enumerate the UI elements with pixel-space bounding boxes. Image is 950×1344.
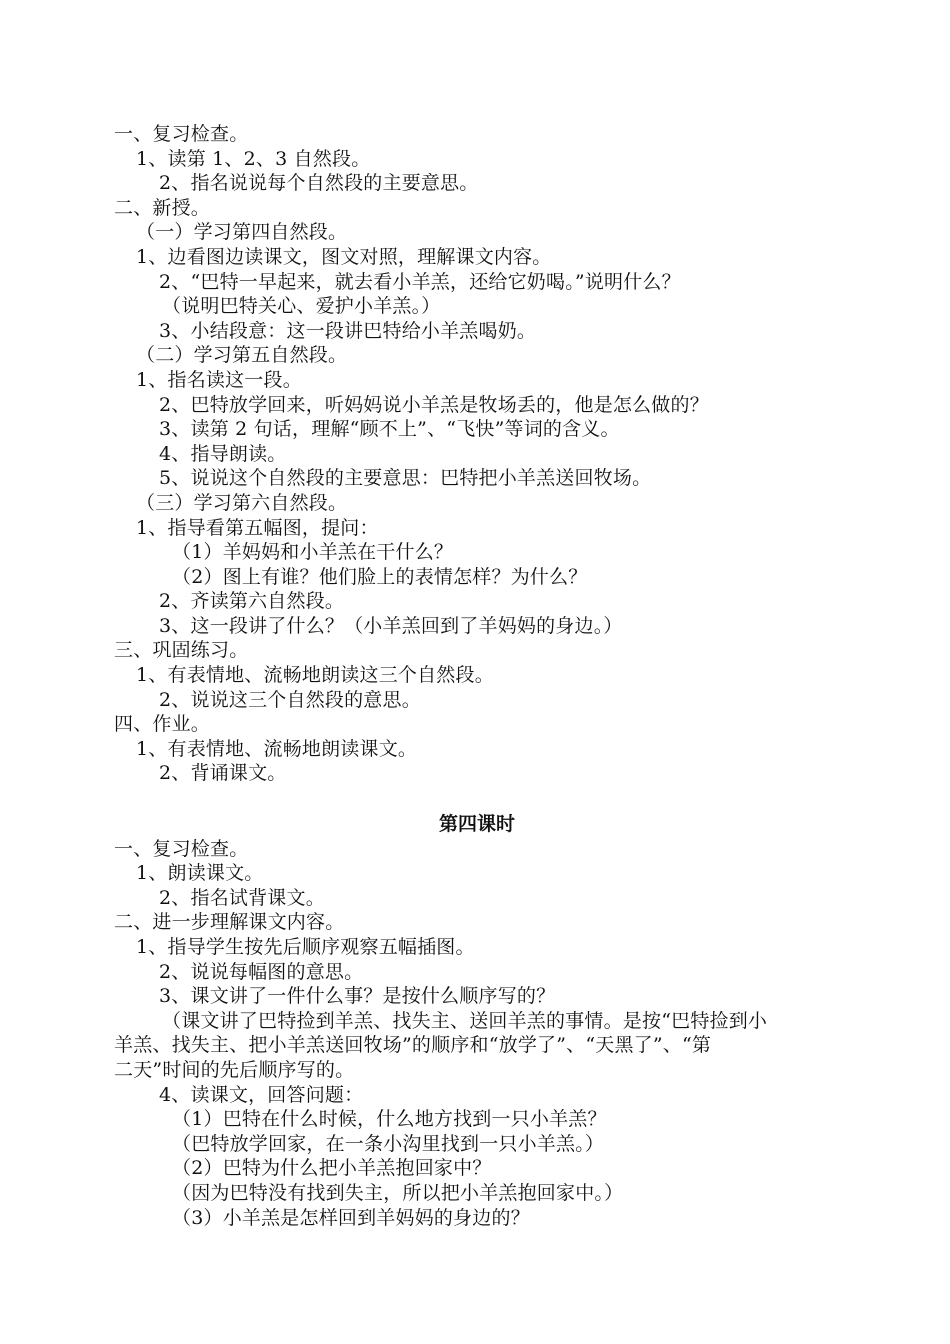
list-item: 2、指名试背课文。 [159, 886, 325, 909]
question-item: （1）羊妈妈和小羊羔在干什么？ [172, 541, 454, 564]
answer-note: （因为巴特没有找到失主，所以把小羊羔抱回家中。） [172, 1181, 624, 1204]
answer-note: （巴特放学回家，在一条小沟里找到一只小羊羔。） [172, 1132, 605, 1155]
subheading: （三）学习第六自然段。 [136, 491, 348, 514]
subheading: （一）学习第四自然段。 [136, 221, 348, 244]
list-item: 2、齐读第六自然段。 [159, 590, 345, 613]
list-item: 4、指导朗读。 [159, 442, 287, 465]
heading-review: 一、复习检查。 [114, 123, 249, 145]
document-body [114, 122, 840, 1230]
list-item: 2、背诵课文。 [159, 762, 287, 785]
subheading: （二）学习第五自然段。 [136, 344, 348, 367]
list-item: 1、指导学生按先后顺序观察五幅插图。 [136, 936, 475, 958]
question-item: （1）巴特在什么时候，什么地方找到一只小羊羔？ [172, 1108, 607, 1131]
list-item: 1、读第 1、2、3 自然段。 [136, 147, 371, 170]
question-item: （2）图上有谁？他们脸上的表情怎样？为什么？ [172, 565, 588, 588]
list-item: 1、指导看第五幅图，提问： [136, 516, 379, 539]
list-item: 2、巴特放学回来，听妈妈说小羊羔是牧场丢的，他是怎么做的？ [159, 393, 709, 416]
list-item: 1、朗读课文。 [136, 862, 264, 885]
list-item: 3、这一段讲了什么？（小羊羔回到了羊妈妈的身边。） [159, 614, 623, 637]
list-item: 2、指名说说每个自然段的主要意思。 [159, 172, 479, 195]
paragraph-line: 羊羔、找失主、把小羊羔送回牧场”的顺序和“放学了”、“天黑了”、“第 [114, 1034, 712, 1057]
question-item: （2）巴特为什么把小羊羔抱回家中？ [172, 1157, 492, 1180]
list-item: 2、说说每幅图的意思。 [159, 960, 364, 983]
list-item: 3、读第 2 句话，理解“顾不上”、“飞快”等词的含义。 [159, 418, 620, 441]
heading-homework: 四、作业。 [114, 713, 211, 736]
section-title: 第四课时 [438, 813, 515, 836]
heading-new-lesson: 二、新授。 [114, 196, 211, 219]
heading-understanding: 二、进一步理解课文内容。 [114, 911, 345, 934]
list-item: 2、说说这三个自然段的意思。 [159, 688, 421, 711]
list-item: 1、指名读这一段。 [136, 368, 302, 391]
paragraph-line: 二天”时间的先后顺序写的。 [114, 1058, 355, 1081]
list-item: 1、有表情地、流畅地朗读这三个自然段。 [136, 664, 494, 687]
answer-note: （说明巴特关心、爱护小羊羔。） [162, 295, 441, 318]
list-item: 2、“巴特一早起来，就去看小羊羔，还给它奶喝。”说明什么？ [159, 270, 681, 293]
heading-practice: 三、巩固练习。 [114, 639, 249, 662]
heading-review: 一、复习检查。 [114, 837, 249, 860]
list-item: 5、说说这个自然段的主要意思：巴特把小羊羔送回牧场。 [159, 467, 652, 490]
question-item: （3）小羊羔是怎样回到羊妈妈的身边的？ [172, 1206, 530, 1229]
list-item: 4、读课文，回答问题： [159, 1083, 364, 1106]
paragraph-line: （课文讲了巴特捡到羊羔、找失主、送回羊羔的事情。是按“巴特捡到小 [162, 1009, 768, 1032]
list-item: 1、有表情地、流畅地朗读课文。 [136, 737, 418, 760]
list-item: 1、边看图边读课文，图文对照，理解课文内容。 [136, 245, 552, 268]
list-item: 3、小结段意：这一段讲巴特给小羊羔喝奶。 [159, 319, 537, 342]
list-item: 3、课文讲了一件什么事？是按什么顺序写的？ [159, 985, 556, 1008]
